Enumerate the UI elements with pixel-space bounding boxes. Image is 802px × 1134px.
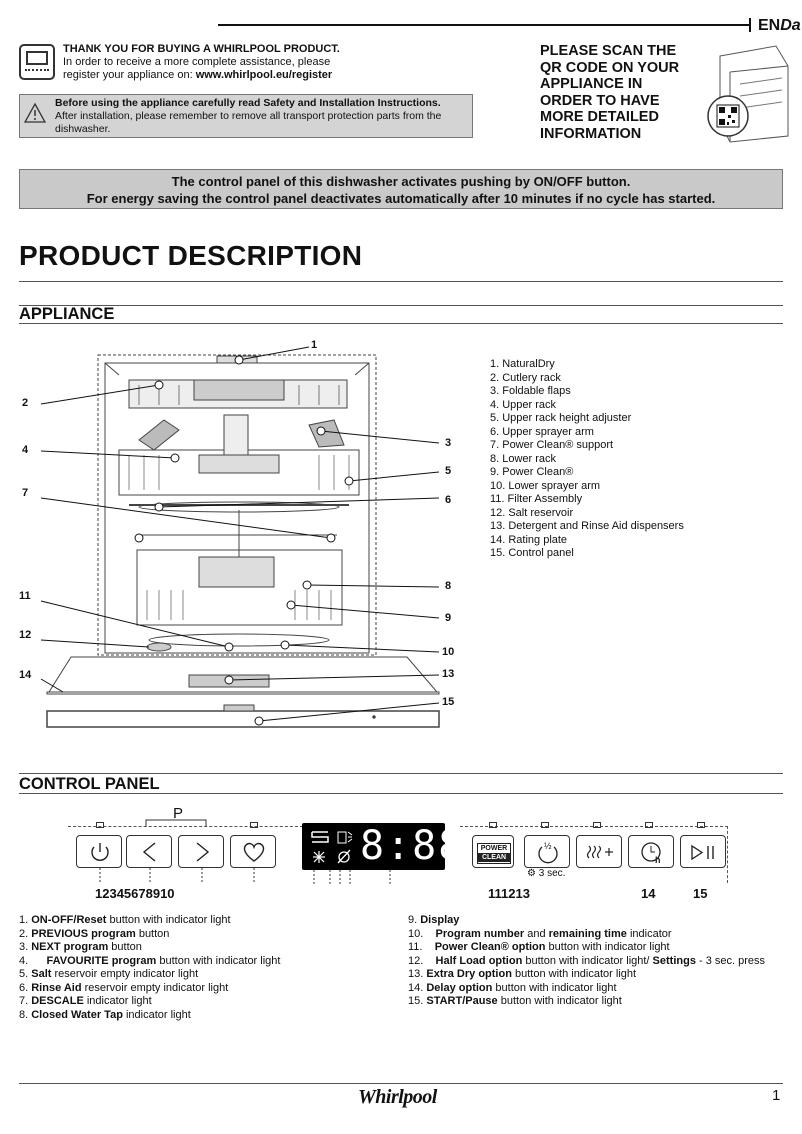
power-clean-button[interactable]	[472, 835, 514, 868]
panel-number-14: 14	[641, 886, 656, 901]
callout-5: 5	[445, 465, 452, 477]
list-item: 5. Upper rack height adjuster	[490, 412, 632, 424]
chevron-left-icon	[127, 836, 173, 869]
callout-2: 2	[22, 397, 29, 409]
list-item: 3. Foldable flaps	[490, 385, 571, 397]
page-title: PRODUCT DESCRIPTION	[19, 240, 363, 271]
qr-appliance-illustration	[700, 38, 790, 146]
page-number: 1	[772, 1087, 781, 1104]
program-bracket	[145, 818, 207, 828]
callout-13: 13	[442, 668, 455, 680]
callout-4: 4	[22, 444, 29, 456]
callout-14: 14	[19, 669, 32, 681]
svg-text:h: h	[655, 855, 661, 865]
display	[302, 823, 465, 870]
callout-3: 3	[445, 437, 452, 449]
section-rule	[19, 323, 783, 324]
list-item: 4. FAVOURITE program button with indicator light	[19, 954, 281, 967]
list-item: 10. Lower sprayer arm	[490, 479, 601, 492]
parts-list	[490, 358, 684, 561]
callout-1: 1	[311, 339, 318, 351]
list-item: 6. Upper sprayer arm	[490, 425, 594, 438]
power-icon	[77, 836, 123, 869]
title-rule	[19, 281, 783, 282]
header-tick	[749, 18, 751, 32]
computer-icon	[19, 44, 55, 80]
list-item: 4. Upper rack	[490, 398, 557, 411]
indicator-light	[593, 822, 601, 828]
favourite-program-button[interactable]	[230, 835, 276, 868]
list-item: 10. Program number and remaining time indicator	[408, 927, 672, 940]
list-item: 13. Detergent and Rinse Aid dispensers	[490, 520, 684, 532]
whirlpool-logo: Whirlpool	[358, 1086, 437, 1108]
list-item: 9. Power Clean®	[490, 466, 574, 478]
indicator-light	[645, 822, 653, 828]
callout-7: 7	[22, 487, 29, 499]
list-item: 5. Salt reservoir empty indicator light	[19, 968, 199, 980]
previous-program-button[interactable]	[126, 835, 172, 868]
callout-10: 10	[442, 646, 455, 658]
panel-number-15: 15	[693, 886, 708, 901]
list-item: 11. Power Clean® option button with indicator light	[408, 941, 670, 953]
list-item: 1. ON-OFF/Reset button with indicator light	[19, 914, 231, 926]
half-load-icon	[525, 836, 571, 869]
list-item: 1. NaturalDry	[490, 358, 555, 370]
program-time-readout: 8:88	[360, 823, 465, 869]
list-item: 7. Power Clean® support	[490, 439, 614, 451]
delay-button[interactable]	[628, 835, 674, 868]
list-item: 9. Display	[408, 914, 460, 926]
callout-8: 8	[445, 580, 452, 592]
indicator-light	[697, 822, 705, 828]
half-load-button[interactable]	[524, 835, 570, 868]
list-item: 2. Cutlery rack	[490, 371, 561, 384]
list-item: 11. Filter Assembly	[490, 493, 583, 505]
indicator-light	[541, 822, 549, 828]
control-panel-notice: The control panel of this dishwasher activates pushing by ON/OFF button. For energy saving the control panel deactivates automatically after 10 minutes if no cycle has started.	[19, 169, 783, 209]
closed-water-tap-icon	[336, 847, 352, 865]
list-item: 15. Control panel	[490, 547, 574, 559]
list-item: 8. Closed Water Tap indicator light	[19, 1008, 191, 1021]
control-descriptions-right	[408, 914, 765, 1009]
qr-instructions: PLEASE SCAN THE QR CODE ON YOUR APPLIANCE IN ORDER TO HAVE MORE DETAILED INFORMATION	[540, 43, 680, 142]
callout-11: 11	[19, 590, 31, 602]
on-off-button[interactable]	[76, 835, 122, 868]
panel-leader-lines	[90, 868, 470, 888]
warning-text: Before using the appliance carefully read Safety and Installation Instructions. After installation, please remember to remove all transport protection parts from the dishwasher.	[55, 97, 442, 135]
salt-icon	[308, 829, 332, 845]
heart-icon	[231, 836, 277, 869]
section-rule	[19, 305, 783, 306]
callout-12: 12	[19, 629, 32, 641]
callout-9: 9	[445, 612, 452, 624]
control-descriptions-left	[19, 914, 280, 1022]
panel-numbers-mid: 111213	[488, 886, 530, 901]
extra-dry-button[interactable]	[576, 835, 622, 868]
warning-icon	[24, 103, 46, 123]
section-control-panel: CONTROL PANEL	[19, 775, 160, 793]
rinse-aid-icon	[336, 828, 354, 845]
list-item: 15. START/Pause button with indicator light	[408, 995, 622, 1007]
section-rule	[19, 793, 783, 794]
delay-clock-icon	[629, 836, 675, 869]
intro-text: THANK YOU FOR BUYING A WHIRLPOOL PRODUCT. In order to receive a more complete assistance, please register your appliance on: www.whirlpool.eu/register	[63, 43, 340, 81]
list-item: 14. Rating plate	[490, 533, 568, 546]
descale-icon	[310, 849, 328, 865]
svg-text:½: ½	[544, 841, 552, 851]
list-item: 6. Rinse Aid reservoir empty indicator light	[19, 981, 229, 994]
language-tag: ENDa	[758, 17, 801, 34]
indicator-light	[96, 822, 104, 828]
list-item: 12. Half Load option button with indicator light/ Settings - 3 sec. press	[408, 954, 766, 967]
list-item: 2. PREVIOUS program button	[19, 927, 170, 940]
header-rule	[218, 24, 750, 26]
list-item: 7. DESCALE indicator light	[19, 995, 152, 1007]
chevron-right-icon	[179, 836, 225, 869]
list-item: 14. Delay option button with indicator light	[408, 981, 617, 994]
extra-dry-icon	[577, 836, 623, 869]
section-rule	[19, 773, 783, 774]
next-program-button[interactable]	[178, 835, 224, 868]
callout-6: 6	[445, 494, 452, 506]
footer-rule	[19, 1083, 783, 1084]
program-group-label: P	[173, 805, 184, 822]
list-item: 12. Salt reservoir	[490, 506, 574, 519]
list-item: 13. Extra Dry option button with indicator light	[408, 968, 637, 980]
list-item: 3. NEXT program button	[19, 941, 142, 953]
indicator-light	[250, 822, 258, 828]
list-item: 8. Lower rack	[490, 452, 557, 465]
callout-15: 15	[442, 696, 455, 708]
dishwasher-diagram	[19, 335, 459, 730]
panel-numbers-left: 12345678910	[95, 886, 175, 901]
power-clean-icon: POWER CLEAN	[477, 843, 511, 864]
indicator-light	[489, 822, 497, 828]
section-appliance: APPLIANCE	[19, 305, 115, 323]
play-pause-icon	[681, 836, 727, 869]
start-pause-button[interactable]	[680, 835, 726, 868]
settings-hint: ⚙ 3 sec.	[527, 868, 566, 879]
